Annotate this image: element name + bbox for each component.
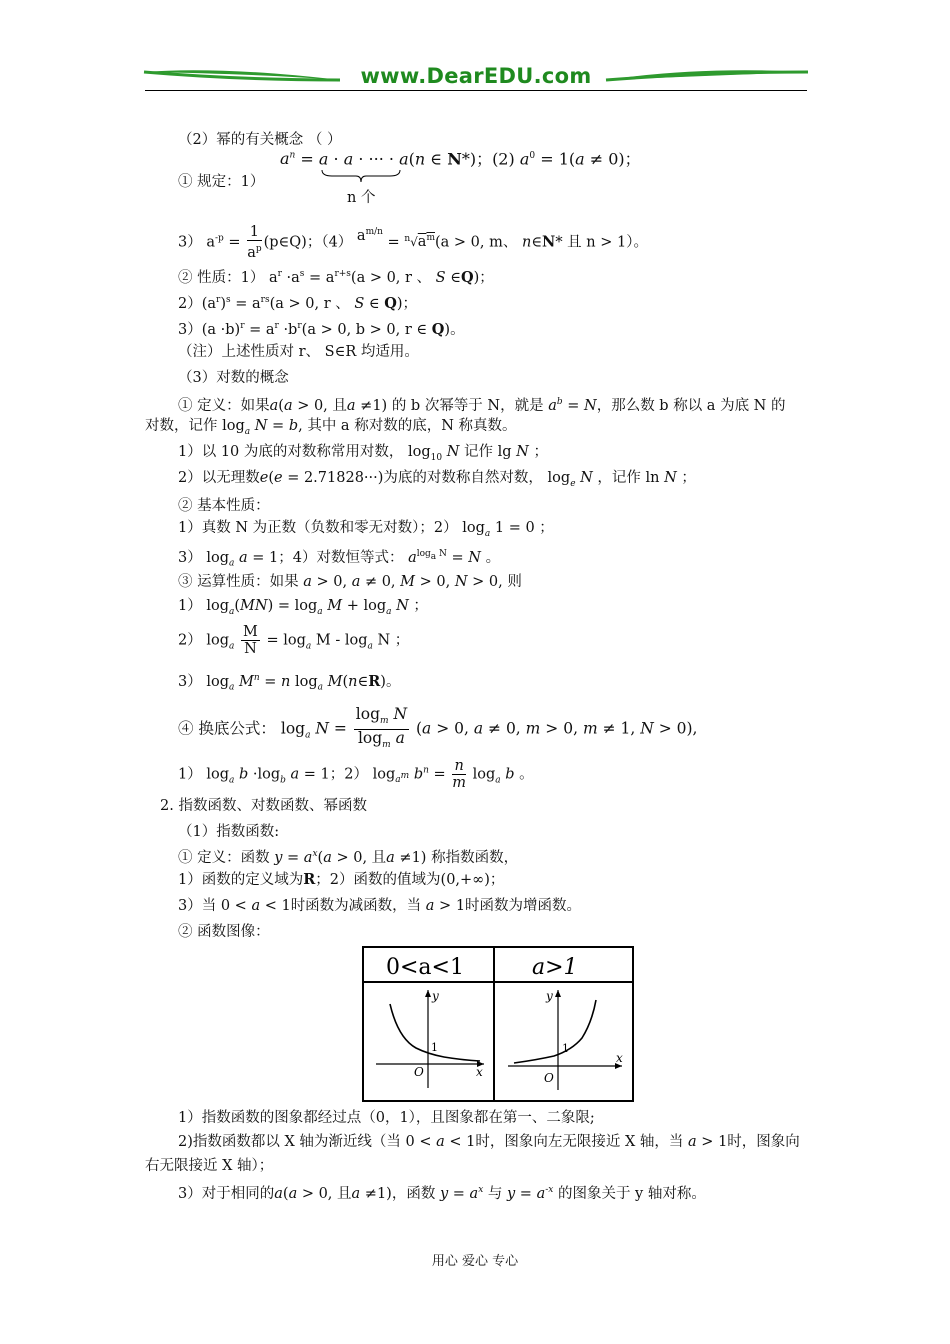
formula-power-definition: $a^n = a \cdot a$ · ··· · a(n ∈ N*)；(2) $a^0 = 1(a \ne 0)$；	[280, 149, 641, 169]
line-property-3: $3)(a \cdot b)^r = a^r \cdot b^r(a > 0$, b > 0, r ∈ Q)。	[178, 320, 465, 338]
line-log-concept: （3）对数的概念	[178, 370, 289, 386]
line-exp-definition: ① 定义：函数 $y = a^x(a > 0$, 且a ≠1) 称指数函数，	[178, 849, 519, 866]
line-note: （注）上述性质对 r、 S∈R 均适用。	[178, 344, 419, 360]
line-exp-graph-label: ② 函数图像：	[178, 924, 270, 940]
line-negative-exponent: 3） $a^{-p}$ = $\frac{1}{a^p}$ (p∈Q)；（4） $a^{m/n} = ^n√a^m(a > 0$, m、 n∈N* 且 n > 1）。	[178, 224, 648, 261]
line-graph-fact-2-cont: 右无限接近 X 轴）；	[145, 1158, 274, 1174]
line-common-log: 1）以 10 为底的对数称常用对数， $\log_{10} N$ 记作 lg N ；	[178, 444, 548, 463]
site-logo-text: www.DearEDU.com	[360, 64, 592, 88]
header-rule	[145, 90, 807, 91]
line-graph-fact-2: 2)指数函数都以 X 轴为渐近线（当 0 < a < 1时，图象向左无限接近 X 轴，当 a > 1时，图象向	[178, 1134, 800, 1150]
line-log-notation: 对数，记作 $\log_a N = b$, 其中 a 称对数的底，N 称真数。	[145, 418, 517, 437]
right-y-label: y	[546, 989, 553, 1003]
left-panel-title: 0<a<1	[386, 955, 464, 980]
line-exp-monotonic: 3）当 0 < a < 1时函数为减函数，当 a > 1时函数为增函数。	[178, 898, 582, 914]
exponential-graph-figure	[362, 946, 634, 1102]
line-property-2: $2)(a^r)^s = a^{rs}(a > 0$, r 、 S ∈ Q)；	[178, 294, 418, 312]
line-operation-1: 1） $\log_a(MN) = \log_a M + \log_a N$ ；	[178, 598, 428, 617]
left-one-label: 1	[431, 1041, 438, 1054]
line-graph-fact-3: 3）对于相同的a(a > 0, 且a ≠1)，函数 $y = a^x$ 与 $y = a^{-x}$ 的图象关于 y 轴对称。	[178, 1185, 706, 1202]
line-operation-3: 3） $\log_a M^n = n$ $\log_a$ M(n∈R)。	[178, 672, 401, 693]
right-one-label: 1	[562, 1042, 569, 1055]
line-change-of-base-corollary: 1） $\log_a b \cdot\log_b$ a = 1；2） $\log_{a^m} b^n$ = $\frac{n}{m}$ $\log_a b$ 。	[178, 758, 534, 791]
right-origin-label: O	[544, 1071, 554, 1085]
underbrace-label: n 个	[347, 190, 376, 206]
line-natural-log: 2）以无理数e(e = 2.71828···)为底的对数称自然对数， $\log_e N$ ，记作 ln N ；	[178, 470, 696, 489]
exponential-graphs	[364, 948, 632, 1100]
line-property-1: ② 性质：1） $a^r \cdot a^s = a^{r+s}(a > 0$, r 、 S ∈Q)；	[178, 268, 494, 286]
right-panel-title: a>1	[532, 955, 578, 980]
page-footer: 用心 爱心 专心	[431, 1254, 519, 1269]
line-log-definition: ① 定义：如果a(a > 0, 且a ≠1) 的 b 次幂等于 N，就是 $a^b = N$，那么数 b 称以 a 为底 N 的	[178, 397, 786, 414]
line-change-of-base: ④ 换底公式： $\log_a N$ = $\frac{\log_m N}{\log_m a}$ (a > 0, a ≠ 0, m > 0, m ≠ 1, N > 0),	[178, 705, 698, 751]
line-basic-properties: ② 基本性质：	[178, 498, 270, 514]
line-basic-3-4: 3） $\log_a a = 1$；4）对数恒等式： $a^{log_a N} = N$ 。	[178, 549, 501, 569]
line-graph-fact-1: 1）指数函数的图象都经过点（0，1），且图象都在第一、二象限;	[178, 1110, 595, 1126]
right-x-label: x	[616, 1051, 623, 1065]
line-rule-1: ① 规定：1）	[178, 174, 265, 190]
line-exponential-function: （1）指数函数:	[178, 824, 280, 840]
line-operation-properties: ③ 运算性质：如果 a > 0, a ≠ 0, M > 0, N > 0, 则	[178, 574, 522, 590]
line-operation-2: 2） $\log_a$ $\frac{M}{N}$ = $\log_a M - \log_a N$ ；	[178, 624, 410, 657]
left-origin-label: O	[414, 1065, 424, 1079]
underbrace	[320, 168, 402, 184]
line-basic-1-2: 1）真数 N 为正数（负数和零无对数）；2） $\log_a 1 = 0$ ；	[178, 520, 554, 539]
section-2-heading: 2. 指数函数、对数函数、幂函数	[160, 798, 367, 814]
line-power-concept: （2）幂的有关概念 （ ）	[178, 132, 342, 148]
page-header	[140, 60, 810, 94]
line-exp-domain-range: 1）函数的定义域为R；2）函数的值域为(0,+∞)；	[178, 871, 505, 888]
left-x-label: x	[476, 1065, 483, 1079]
left-y-label: y	[432, 989, 439, 1003]
